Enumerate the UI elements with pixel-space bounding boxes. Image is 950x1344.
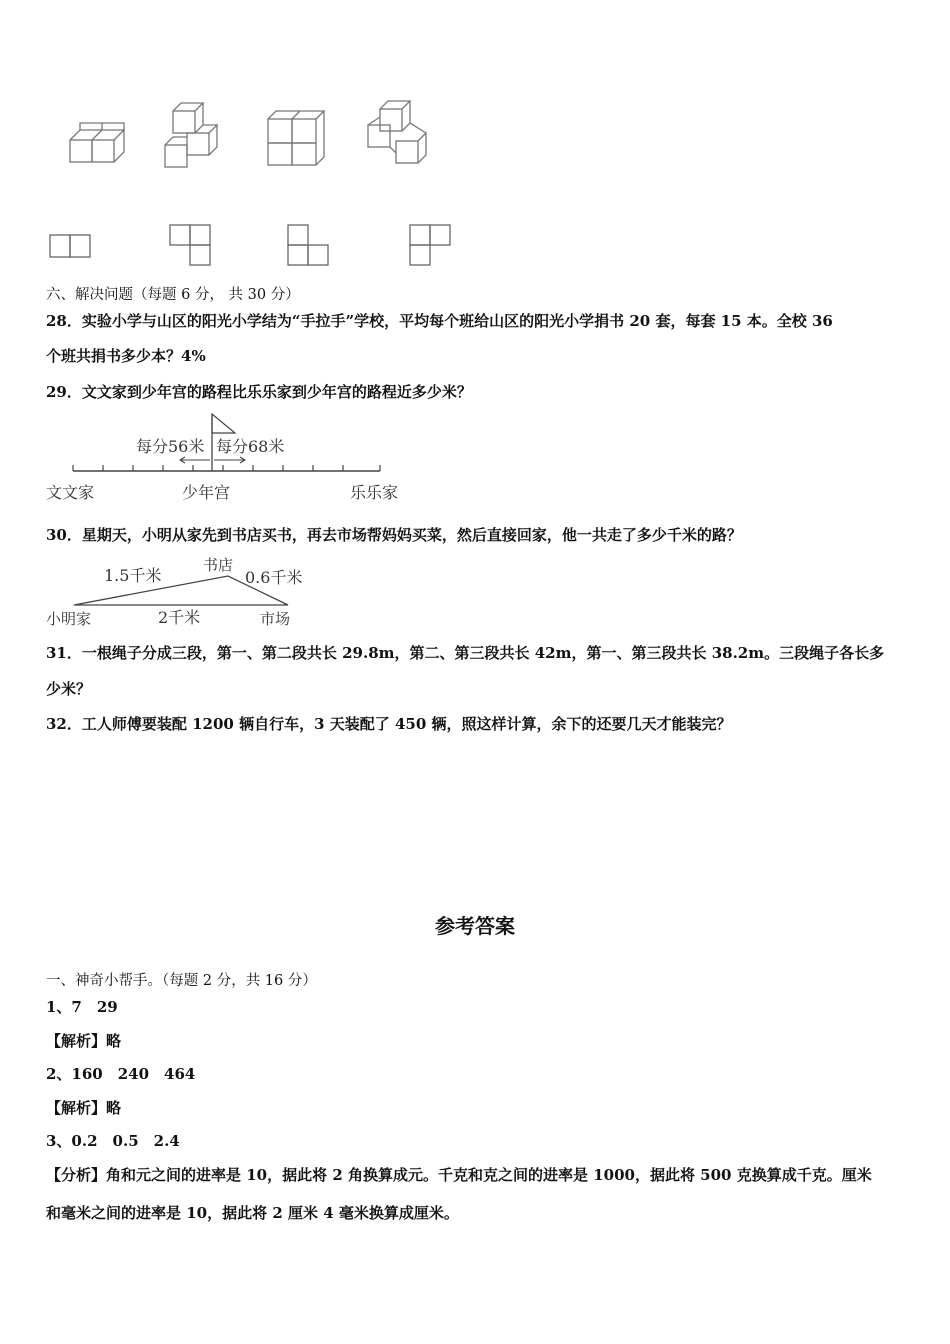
q31-line2: 少米？: [46, 680, 92, 698]
q29-speed-right: 每分68米: [216, 437, 285, 456]
q29-text: 29．文文家到少年宫的路程比乐乐家到少年宫的路程近多少米？: [46, 383, 472, 401]
q30-distance-home-market: 2千米: [158, 608, 201, 627]
q29-place-right: 乐乐家: [350, 483, 399, 502]
number-line-ticks: [73, 465, 380, 471]
q30-store: 书店: [203, 556, 234, 574]
answer-3: 3、0.2 0.5 2.4: [46, 1132, 180, 1150]
q30-home: 小明家: [46, 610, 92, 628]
answer-2: 2、160 240 464: [46, 1065, 196, 1083]
answer-1: 1、7 29: [46, 998, 118, 1016]
cube-3d-1: [70, 123, 124, 162]
q29-place-middle: 少年宫: [182, 483, 231, 502]
cube-3d-2: [165, 103, 217, 167]
cube-views-figure: [40, 95, 470, 275]
q30-diagram: [40, 548, 330, 630]
q30-text: 30．星期天，小明从家先到书店买书，再去市场帮妈妈买菜，然后直接回家，他一共走了多少千米的路？: [46, 526, 742, 544]
q29-speed-left: 每分56米: [136, 437, 205, 456]
answer-2-note: 【解析】略: [46, 1099, 122, 1117]
view-2d-4: [410, 225, 450, 265]
section-6-heading: 六、解决问题（每题 6 分， 共 30 分）: [46, 287, 300, 303]
answers-section1-heading: 一、神奇小帮手。（每题 2 分，共 16 分）: [46, 973, 317, 989]
q29-diagram: [40, 408, 420, 508]
view-2d-2: [170, 225, 210, 265]
q30-distance-store-market: 0.6千米: [245, 568, 303, 587]
q30-distance-home-store: 1.5千米: [104, 566, 162, 585]
answer-3-note-line1: 【分析】角和元之间的进率是 10，据此将 2 角换算成元。千克和克之间的进率是 1000，据此将 500 克换算成千克。厘米: [46, 1166, 872, 1184]
view-2d-1: [50, 235, 90, 257]
answer-1-note: 【解析】略: [46, 1032, 122, 1050]
q29-place-left: 文文家: [46, 483, 95, 502]
cube-3d-4: [368, 101, 426, 163]
view-2d-3: [288, 225, 328, 265]
answers-title: 参考答案: [435, 914, 515, 938]
cube-3d-3: [268, 111, 324, 165]
q32-text: 32．工人师傅要装配 1200 辆自行车，3 天装配了 450 辆，照这样计算，余下的还要几天才能装完？: [46, 715, 732, 733]
q28-line2: 个班共捐书多少本？4%: [46, 347, 206, 365]
q30-market: 市场: [260, 610, 291, 628]
answer-3-note-line2: 和毫米之间的进率是 10，据此将 2 厘米 4 毫米换算成厘米。: [46, 1204, 459, 1222]
q31-line1: 31．一根绳子分成三段，第一、第二段共长 29.8m，第二、第三段共长 42m，第一、第三段共长 38.2m。三段绳子各长多: [46, 644, 885, 662]
q28-line1: 28．实验小学与山区的阳光小学结为“手拉手”学校，平均每个班给山区的阳光小学捐书 20 套，每套 15 本。全校 36: [46, 312, 833, 330]
